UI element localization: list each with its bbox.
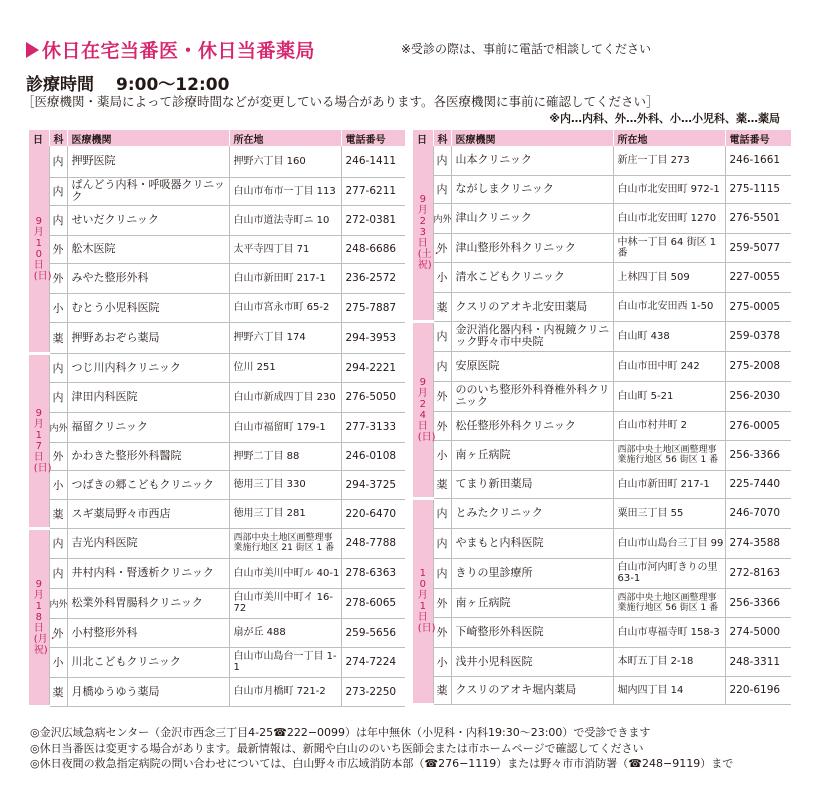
day-label: 9月23日(土・祝)	[417, 194, 442, 272]
table-row	[413, 676, 791, 704]
address-cell: 押野六丁目 174	[229, 322, 341, 353]
table-row	[413, 321, 791, 351]
hours-label: 診療時間	[26, 75, 94, 95]
department-cell: 内	[433, 351, 451, 381]
table-row	[29, 470, 405, 499]
triangle-icon	[26, 42, 39, 58]
institution-name: 吉光内科医院	[67, 528, 229, 558]
department-cell: 小	[433, 647, 451, 676]
institution-name: ののいち整形外科脊椎外科クリニック	[451, 381, 613, 411]
department-cell: 外	[433, 411, 451, 440]
address-cell: 徳用三丁目 330	[229, 470, 341, 499]
address-cell: 堀内四丁目 14	[613, 676, 725, 704]
schedule-table-left	[29, 130, 406, 708]
institution-name: 福留クリニック	[67, 412, 229, 442]
institution-name: クスリのアオキ北安田薬局	[451, 292, 613, 321]
department-cell: 外	[433, 381, 451, 411]
address-cell: 新庄一丁目 273	[613, 146, 725, 175]
address-cell: 白山市村井町 2	[613, 411, 725, 440]
department-cell: 薬	[49, 499, 67, 528]
institution-name: クスリのアオキ堀内薬局	[451, 676, 613, 704]
phone-cell: 276-5501	[725, 203, 791, 233]
table-row	[29, 263, 405, 293]
table-row	[29, 528, 405, 558]
address-cell: 白山市北安田町 1270	[613, 203, 725, 233]
hours-time: 9:00〜12:00	[116, 75, 230, 95]
phone-cell: 275-0005	[725, 292, 791, 321]
department-cell: 内	[433, 498, 451, 528]
col-phone: 電話番号	[341, 130, 405, 146]
day-cell	[413, 321, 436, 498]
table-row	[29, 293, 405, 322]
table-row	[413, 528, 791, 558]
department-cell: 小	[49, 647, 67, 677]
address-cell: 押野六丁目 160	[229, 146, 341, 177]
table-header-row	[413, 130, 791, 146]
day-cell	[29, 353, 52, 528]
institution-name: みやた整形外科	[67, 263, 229, 293]
department-cell: 内	[433, 528, 451, 558]
institution-name: 清水こどもクリニック	[451, 262, 613, 292]
col-ka: 科	[49, 130, 67, 146]
address-cell: 白山市新田町 217-1	[613, 470, 725, 498]
table-row	[413, 351, 791, 381]
department-cell: 内	[49, 382, 67, 412]
table-row	[29, 177, 405, 205]
department-cell: 内	[49, 353, 67, 382]
institution-name: 安原医院	[451, 351, 613, 381]
department-cell: 薬	[49, 322, 67, 353]
table-row	[413, 558, 791, 588]
phone-cell: 256-3366	[725, 588, 791, 617]
address-cell: 白山町 438	[613, 321, 725, 351]
department-cell: 外	[49, 235, 67, 263]
address-cell: 西部中央土地区画整理事業施行地区 56 街区 1 番	[613, 440, 725, 470]
department-cell: 薬	[433, 292, 451, 321]
table-row	[413, 470, 791, 498]
table-row	[413, 498, 791, 528]
col-ka: 科	[433, 130, 451, 146]
table-row	[29, 499, 405, 528]
phone-cell: 220-6196	[725, 676, 791, 704]
phone-cell: 275-1115	[725, 175, 791, 203]
consult-notice: ※受診の際は、事前に電話で相談してください	[401, 42, 652, 56]
department-cell: 内	[49, 528, 67, 558]
department-cell: 薬	[433, 470, 451, 498]
department-cell: 内	[49, 558, 67, 588]
institution-name: とみたクリニック	[451, 498, 613, 528]
footer-note: ◎休日当番医は変更する場合があります。最新情報は、新聞や白山ののいち医師会または市ホームページで確認してください	[30, 741, 644, 755]
address-cell: 白山市北安田町 972-1	[613, 175, 725, 203]
day-label: 9月10日(日)	[33, 215, 52, 282]
institution-name: 津山クリニック	[451, 203, 613, 233]
phone-cell: 248-3311	[725, 647, 791, 676]
phone-cell: 259-0378	[725, 321, 791, 351]
department-cell: 内	[49, 146, 67, 177]
institution-name: 下崎整形外科医院	[451, 617, 613, 647]
institution-name: きりの里診療所	[451, 558, 613, 588]
institution-name: スギ薬局野々市西店	[67, 499, 229, 528]
table-row	[29, 353, 405, 382]
table-row	[29, 205, 405, 235]
table-row	[29, 412, 405, 442]
phone-cell: 246-0108	[341, 442, 405, 470]
phone-cell: 227-0055	[725, 262, 791, 292]
address-cell: 西部中央土地区画整理事業施行地区 21 街区 1 番	[229, 528, 341, 558]
institution-name: つばきの郷こどもクリニック	[67, 470, 229, 499]
footer-notes	[30, 725, 733, 772]
col-institution: 医療機関	[451, 130, 613, 146]
institution-name: 舩木医院	[67, 235, 229, 263]
department-cell: 内	[433, 175, 451, 203]
day-label: 9月17日(日)	[33, 407, 52, 474]
footer-note: ◎休日夜間の救急指定病院の問い合わせについては、白山野々市広域消防本部（☎276−1119）または野々市市消防署（☎248−9119）まで	[30, 757, 734, 770]
col-address: 所在地	[613, 130, 725, 146]
address-cell: 白山市山島台三丁目 99	[613, 528, 725, 558]
institution-name: つじ川内科クリニック	[67, 353, 229, 382]
institution-name: てまり新田薬局	[451, 470, 613, 498]
address-cell: 白山市河内町きりの里 63-1	[613, 558, 725, 588]
address-cell: 白山市新成四丁目 230	[229, 382, 341, 412]
table-row	[29, 322, 405, 353]
phone-cell: 276-5050	[341, 382, 405, 412]
institution-name: 井村内科・腎透析クリニック	[67, 558, 229, 588]
department-cell: 外	[433, 233, 451, 262]
table-row	[413, 588, 791, 617]
phone-cell: 248-7788	[341, 528, 405, 558]
day-cell	[29, 146, 52, 353]
address-cell: 白山市田中町 242	[613, 351, 725, 381]
phone-cell: 256-2030	[725, 381, 791, 411]
phone-cell: 259-5656	[341, 618, 405, 647]
phone-cell: 246-1411	[341, 146, 405, 177]
table-row	[413, 292, 791, 321]
phone-cell: 236-2572	[341, 263, 405, 293]
day-label: 9月18日(月・祝)	[33, 578, 58, 656]
abbreviation-legend: ※内…内科、外…外科、小…小児科、薬…薬局	[549, 112, 780, 125]
day-label: 9月24日(日)	[417, 376, 436, 443]
department-cell: 小	[433, 440, 451, 470]
day-cell	[29, 528, 58, 706]
address-cell: 白山市福留町 179-1	[229, 412, 341, 442]
department-cell: 外	[433, 588, 451, 617]
address-cell: 扇が丘 488	[229, 618, 341, 647]
address-cell: 西部中央土地区画整理事業施行地区 56 街区 1 番	[613, 588, 725, 617]
page-header	[26, 36, 806, 62]
institution-name: 南ヶ丘病院	[451, 588, 613, 617]
phone-cell: 275-2008	[725, 351, 791, 381]
phone-cell: 275-7887	[341, 293, 405, 322]
institution-name: 松業外科胃腸科クリニック	[67, 588, 229, 618]
department-cell: 外	[433, 617, 451, 647]
institution-name: 南ヶ丘病院	[451, 440, 613, 470]
table-row	[29, 677, 405, 706]
address-cell: 白山町 5-21	[613, 381, 725, 411]
department-cell: 小	[49, 470, 67, 499]
institution-name: 浅井小児科医院	[451, 647, 613, 676]
phone-cell: 246-7070	[725, 498, 791, 528]
table-row	[29, 647, 405, 677]
table-row	[413, 203, 791, 233]
department-cell: 薬	[49, 677, 67, 706]
address-cell: 位川 251	[229, 353, 341, 382]
address-cell: 白山市北安田西 1-50	[613, 292, 725, 321]
table-row	[413, 411, 791, 440]
department-cell: 外	[49, 442, 67, 470]
day-cell	[413, 498, 436, 704]
institution-name: ぱんどう内科・呼吸器クリニック	[67, 177, 229, 205]
address-cell: 白山市新田町 217-1	[229, 263, 341, 293]
institution-name: やまもと内科医院	[451, 528, 613, 558]
phone-cell: 278-6363	[341, 558, 405, 588]
table-row	[413, 647, 791, 676]
institution-name: 津山整形外科クリニック	[451, 233, 613, 262]
address-cell: 上林四丁目 509	[613, 262, 725, 292]
department-cell: 薬	[433, 676, 451, 704]
phone-cell: 294-3953	[341, 322, 405, 353]
table-row	[29, 146, 405, 177]
institution-name: 川北こどもクリニック	[67, 647, 229, 677]
col-phone: 電話番号	[725, 130, 791, 146]
phone-cell: 274-3588	[725, 528, 791, 558]
table-row	[413, 617, 791, 647]
institution-name: 月橋ゆうゆう薬局	[67, 677, 229, 706]
phone-cell: 273-2250	[341, 677, 405, 706]
department-cell: 内	[49, 177, 67, 205]
phone-cell: 220-6470	[341, 499, 405, 528]
hours-note: ［医療機関・薬局によって診療時間などが変更している場合があります。各医療機関に事前に確認してください］	[22, 94, 659, 109]
institution-name: むとう小児科医院	[67, 293, 229, 322]
institution-name: ながしまクリニック	[451, 175, 613, 203]
phone-cell: 274-5000	[725, 617, 791, 647]
phone-cell: 248-6686	[341, 235, 405, 263]
table-row	[413, 381, 791, 411]
department-cell: 外	[49, 263, 67, 293]
address-cell: 白山市美川中町ル 40-1	[229, 558, 341, 588]
table-row	[29, 382, 405, 412]
address-cell: 白山市布市一丁目 113	[229, 177, 341, 205]
phone-cell: 276-0005	[725, 411, 791, 440]
table-row	[413, 175, 791, 203]
institution-name: 小村整形外科	[67, 618, 229, 647]
day-label: 10月1日(日)	[417, 568, 436, 634]
address-cell: 白山市専福寺町 158-3	[613, 617, 725, 647]
phone-cell: 277-6211	[341, 177, 405, 205]
department-cell: 内	[49, 205, 67, 235]
address-cell: 白山市山島台一丁目 1-1	[229, 647, 341, 677]
page-title	[26, 36, 315, 63]
table-row	[413, 146, 791, 175]
address-cell: 白山市美川中町イ 16-72	[229, 588, 341, 618]
schedule-table-right	[413, 130, 792, 706]
institution-name: かわきた整形外科醫院	[67, 442, 229, 470]
phone-cell: 272-8163	[725, 558, 791, 588]
table-row	[413, 233, 791, 262]
phone-cell: 294-3725	[341, 470, 405, 499]
address-cell: 押野二丁目 88	[229, 442, 341, 470]
col-day: 日	[29, 130, 49, 146]
department-cell: 内	[433, 321, 451, 351]
institution-name: 津田内科医院	[67, 382, 229, 412]
col-institution: 医療機関	[67, 130, 229, 146]
table-row	[29, 442, 405, 470]
department-cell: 内外	[49, 412, 67, 442]
day-cell	[413, 146, 442, 321]
address-cell: 粟田三丁目 55	[613, 498, 725, 528]
institution-name: 松任整形外科クリニック	[451, 411, 613, 440]
footer-note: ◎金沢広域急病センター（金沢市西念三丁目4-25☎222−0099）は年中無休（小児科・内科19:30〜23:00）で受診できます	[30, 726, 651, 739]
address-cell: 本町五丁目 2-18	[613, 647, 725, 676]
col-day: 日	[413, 130, 433, 146]
table-row	[29, 558, 405, 588]
table-row	[413, 262, 791, 292]
table-row	[29, 235, 405, 263]
table-row	[413, 440, 791, 470]
table-row	[29, 588, 405, 618]
phone-cell: 274-7224	[341, 647, 405, 677]
phone-cell: 246-1661	[725, 146, 791, 175]
phone-cell: 225-7440	[725, 470, 791, 498]
institution-name: 金沢消化器内科・内視鏡クリニック野々市中央院	[451, 321, 613, 351]
phone-cell: 256-3366	[725, 440, 791, 470]
department-cell: 小	[49, 293, 67, 322]
phone-cell: 259-5077	[725, 233, 791, 262]
department-cell: 内外	[49, 588, 67, 618]
department-cell: 小	[433, 262, 451, 292]
department-cell: 内外	[433, 203, 451, 233]
address-cell: 太平寺四丁目 71	[229, 235, 341, 263]
address-cell: 白山市月橋町 721-2	[229, 677, 341, 706]
table-row	[29, 618, 405, 647]
phone-cell: 278-6065	[341, 588, 405, 618]
col-address: 所在地	[229, 130, 341, 146]
department-cell: 外	[49, 618, 67, 647]
institution-name: せいだクリニック	[67, 205, 229, 235]
table-header-row	[29, 130, 405, 146]
page-title-text: 休日在宅当番医・休日当番薬局	[42, 40, 316, 62]
institution-name: 押野あおぞら薬局	[67, 322, 229, 353]
address-cell: 徳用三丁目 281	[229, 499, 341, 528]
phone-cell: 294-2221	[341, 353, 405, 382]
institution-name: 押野医院	[67, 146, 229, 177]
phone-cell: 272-0381	[341, 205, 405, 235]
department-cell: 内	[433, 146, 451, 175]
institution-name: 山本クリニック	[451, 146, 613, 175]
department-cell: 内	[433, 558, 451, 588]
address-cell: 中林一丁目 64 街区 1 番	[613, 233, 725, 262]
phone-cell: 277-3133	[341, 412, 405, 442]
address-cell: 白山市宮永市町 65-2	[229, 293, 341, 322]
address-cell: 白山市道法寺町ニ 10	[229, 205, 341, 235]
